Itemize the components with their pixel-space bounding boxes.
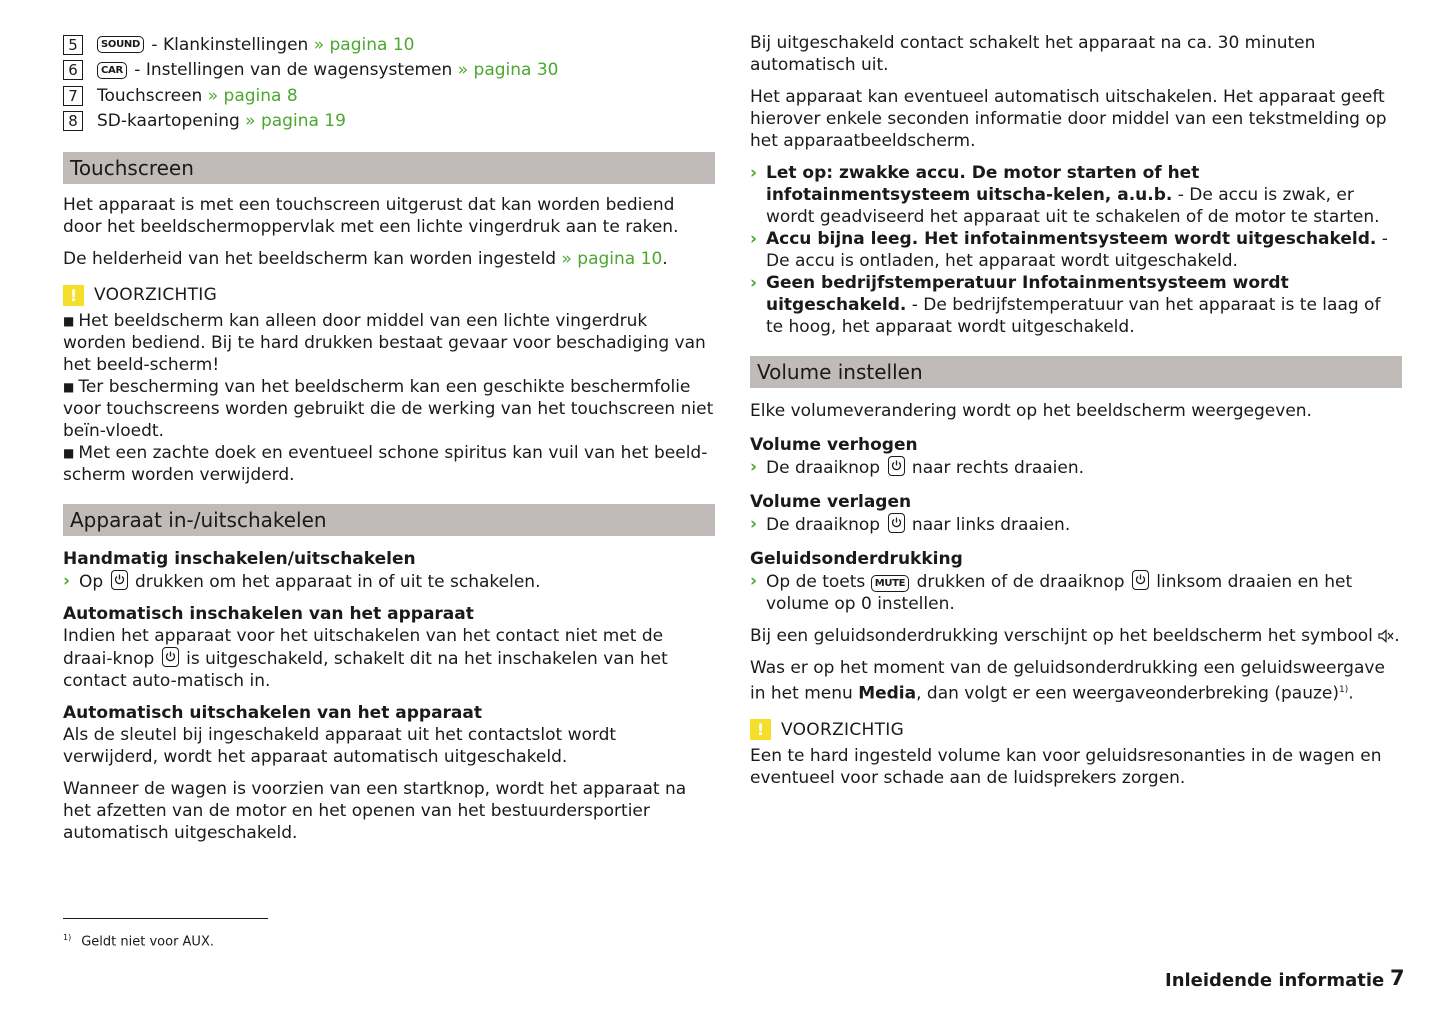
auto-on-heading: Automatisch inschakelen van het apparaat — [63, 604, 474, 624]
page-link[interactable]: » pagina 10 — [561, 249, 663, 269]
power-knob-icon — [888, 513, 905, 533]
mute-block — [750, 548, 1402, 615]
message-title: Accu bijna leeg. Het infotainmentsysteem wordt uitgeschakeld. — [766, 229, 1377, 249]
auto-off-block — [63, 702, 715, 768]
power-knob-icon — [162, 647, 179, 667]
caution-item-text: Met een zachte doek en eventueel schone spiritus kan vuil van het beeld-scherm worden verwijderd. — [63, 443, 708, 485]
step-text — [766, 456, 1402, 479]
step — [750, 513, 1402, 536]
legend-text: SD-kaartopening — [97, 111, 246, 132]
mute-heading: Geluidsonderdrukking — [750, 549, 963, 569]
page-link[interactable]: » pagina 10 — [313, 34, 415, 55]
sound-key-icon: SOUND — [97, 36, 144, 53]
power-knob-icon — [1132, 570, 1149, 590]
message-list — [750, 162, 1402, 338]
legend-item — [63, 109, 715, 135]
media-menu-name: Media — [858, 683, 917, 704]
auto-off-heading: Automatisch uitschakelen van het apparaat — [63, 703, 482, 723]
manual-block — [63, 548, 715, 593]
step-text-b: drukken of de draaiknop — [911, 572, 1130, 592]
step-text-c: linksom draaien en het volume op 0 instellen. — [766, 572, 1353, 614]
legend-item — [63, 83, 715, 109]
numbered-legend — [63, 32, 715, 134]
step-text — [766, 570, 1402, 615]
page-link[interactable]: » pagina 19 — [245, 111, 346, 132]
caution-text: Een te hard ingesteld volume kan voor geluidsresonanties in de wagen en eventueel voor schade aan de luidsprekers zorgen. — [750, 745, 1382, 788]
caution-item-text: Ter bescherming van het beeldscherm kan een geschikte beschermfolie voor touchscreens worden gebruikt die de werking van het touchscreen niet beïn-vloedt. — [63, 377, 714, 441]
auto-off-time-paragraph: Bij uitgeschakeld contact schakelt het apparaat na ca. 30 minuten automatisch uit. — [750, 33, 1316, 75]
message-item — [750, 162, 1402, 228]
square-bullet-icon: ■ — [63, 380, 75, 394]
step-text-a: Op — [79, 572, 109, 592]
section-title-touchscreen: Touchscreen — [63, 152, 715, 184]
message-text — [766, 228, 1402, 272]
touchscreen-paragraph: Het apparaat is met een touchscreen uitgerust dat kan worden bediend door het beeldschermoppervlak met een lichte vingerdruk aan te raken. — [63, 195, 679, 237]
auto-off-text: Als de sleutel bij ingeschakeld apparaat uit het contactslot wordt verwijderd, wordt het apparaat automatisch uitgeschakeld. — [63, 725, 617, 767]
auto-on-text-a: Indien het apparaat voor het uitschakelen van het contact niet met de draai-knop — [63, 626, 664, 669]
volume-up-block — [750, 434, 1402, 479]
step-text-a: De draaiknop — [766, 515, 886, 535]
footnote — [63, 929, 214, 951]
auto-on-text-b: is uitgeschakeld, schakelt dit na het inschakelen van het contact auto-matisch in. — [63, 649, 668, 691]
mute-symbol-paragraph: Bij een geluidsonderdrukking verschijnt op het beeldscherm het symbool . — [750, 626, 1400, 646]
page-number: 7 — [1390, 966, 1405, 990]
volume-down-heading: Volume verlagen — [750, 492, 912, 512]
legend-number: 6 — [63, 60, 83, 80]
step-text-b: naar rechts draaien. — [906, 458, 1085, 478]
car-key-icon: CAR — [97, 62, 127, 79]
message-item — [750, 228, 1402, 272]
mute-speaker-icon — [1378, 626, 1394, 646]
chevron-right-icon: › — [750, 163, 758, 183]
chevron-right-icon: › — [750, 229, 758, 249]
message-text — [766, 272, 1402, 338]
volume-down-block — [750, 491, 1402, 536]
page-link[interactable]: » pagina 8 — [207, 85, 298, 106]
brightness-text: De helderheid van het beeldscherm kan worden ingesteld — [63, 249, 562, 269]
square-bullet-icon: ■ — [63, 314, 75, 328]
footnote-divider — [63, 918, 268, 919]
media-paragraph — [750, 657, 1402, 705]
left-column — [63, 32, 715, 854]
legend-number: 7 — [63, 86, 83, 106]
message-text — [766, 162, 1402, 228]
volume-intro: Elke volumeverandering wordt op het beeldscherm weergegeven. — [750, 401, 1312, 421]
power-knob-icon — [888, 456, 905, 476]
step-text-a: Op de toets — [766, 572, 871, 592]
caution-title: VOORZICHTIG — [94, 285, 218, 305]
warning-icon: ! — [750, 719, 771, 740]
step — [750, 456, 1402, 479]
square-bullet-icon: ■ — [63, 446, 75, 460]
caution-item — [63, 376, 715, 442]
mute-key-icon: MUTE — [871, 575, 910, 592]
caution-item-text: Het beeldscherm kan alleen door middel van een lichte vingerdruk worden bediend. Bij te hard drukken bestaat gevaar voor beschadiging van het beeld-scherm! — [63, 311, 706, 375]
legend-item — [63, 32, 715, 58]
brightness-end: . — [662, 249, 668, 269]
message-title: Geen bedrijfstemperatuur Infotainmentsysteem wordt uitgeschakeld. — [766, 273, 1289, 315]
section-title-apparaat: Apparaat in-/uitschakelen — [63, 504, 715, 536]
step — [750, 570, 1402, 615]
chevron-right-icon: › — [750, 457, 758, 477]
auto-on-block — [63, 603, 715, 692]
auto-on-text — [63, 625, 715, 692]
chevron-right-icon: › — [750, 514, 758, 534]
legend-item — [63, 58, 715, 84]
message-item — [750, 272, 1402, 338]
volume-up-heading: Volume verhogen — [750, 435, 918, 455]
message-desc: - De accu is zwak, er wordt geadviseerd het apparaat uit te schakelen of de motor te starten. — [766, 185, 1380, 227]
footnote-marker: 1) — [63, 933, 72, 942]
chevron-right-icon: › — [750, 273, 758, 293]
legend-text: Touchscreen — [97, 85, 208, 106]
caution-title: VOORZICHTIG — [781, 719, 905, 740]
manual-heading: Handmatig inschakelen/uitschakelen — [63, 549, 416, 569]
footnote-text: Geldt niet voor AUX. — [81, 934, 214, 950]
media-text-b: , dan volgt er een weergaveonderbreking (pauze) — [916, 683, 1339, 704]
legend-text: - Klankinstellingen — [146, 34, 314, 55]
step-text-b: drukken om het apparaat in of uit te schakelen. — [129, 572, 541, 592]
caution-item — [63, 442, 715, 486]
page-link[interactable]: » pagina 30 — [457, 60, 559, 81]
caution-item — [63, 310, 715, 376]
message-title: Let op: zwakke accu. De motor starten of het infotainmentsysteem uitscha-kelen, a.u.b. — [766, 163, 1200, 205]
message-desc: - De bedrijfstemperatuur van het apparaat is te laag of te hoog, het apparaat wordt uitgeschakeld. — [766, 295, 1381, 337]
section-title-volume: Volume instellen — [750, 356, 1402, 388]
step-text-a: De draaiknop — [766, 458, 886, 478]
footnote-ref: 1) — [1338, 685, 1349, 695]
startknop-paragraph: Wanneer de wagen is voorzien van een startknop, wordt het apparaat na het afzetten van de motor en het openen van het bestuurdersportier automatisch uitgeschakeld. — [63, 779, 687, 843]
message-desc: - De accu is ontladen, het apparaat wordt uitgeschakeld. — [766, 229, 1388, 271]
caution-body — [63, 310, 715, 486]
chevron-right-icon: › — [63, 571, 71, 591]
media-text-a: Was er op het moment van de geluidsonderdrukking een geluidsweergave in het menu — [750, 658, 1385, 704]
step — [63, 570, 715, 593]
legend-number: 8 — [63, 111, 83, 131]
footer-section-label: Inleidende informatie — [1165, 970, 1385, 991]
brightness-paragraph — [63, 248, 715, 270]
legend-number: 5 — [63, 35, 83, 55]
caution-header — [63, 284, 715, 306]
power-knob-icon — [111, 570, 128, 590]
mute-symbol-text: Bij een geluidsonderdrukking verschijnt op het beeldscherm het symbool — [750, 626, 1379, 646]
warning-icon: ! — [63, 285, 84, 306]
auto-off-info-paragraph: Het apparaat kan eventueel automatisch uitschakelen. Het apparaat geeft hierover enkele seconden informatie door middel van een tekstmelding op het apparaatbeeldscherm. — [750, 87, 1387, 151]
step-text — [79, 570, 715, 593]
chevron-right-icon: › — [750, 571, 758, 591]
media-end: . — [1348, 683, 1354, 704]
right-column — [750, 32, 1402, 799]
legend-text: - Instellingen van de wagensystemen — [128, 60, 458, 81]
step-text-b: naar links draaien. — [906, 515, 1071, 535]
step-text — [766, 513, 1402, 536]
caution-header — [750, 719, 1402, 741]
